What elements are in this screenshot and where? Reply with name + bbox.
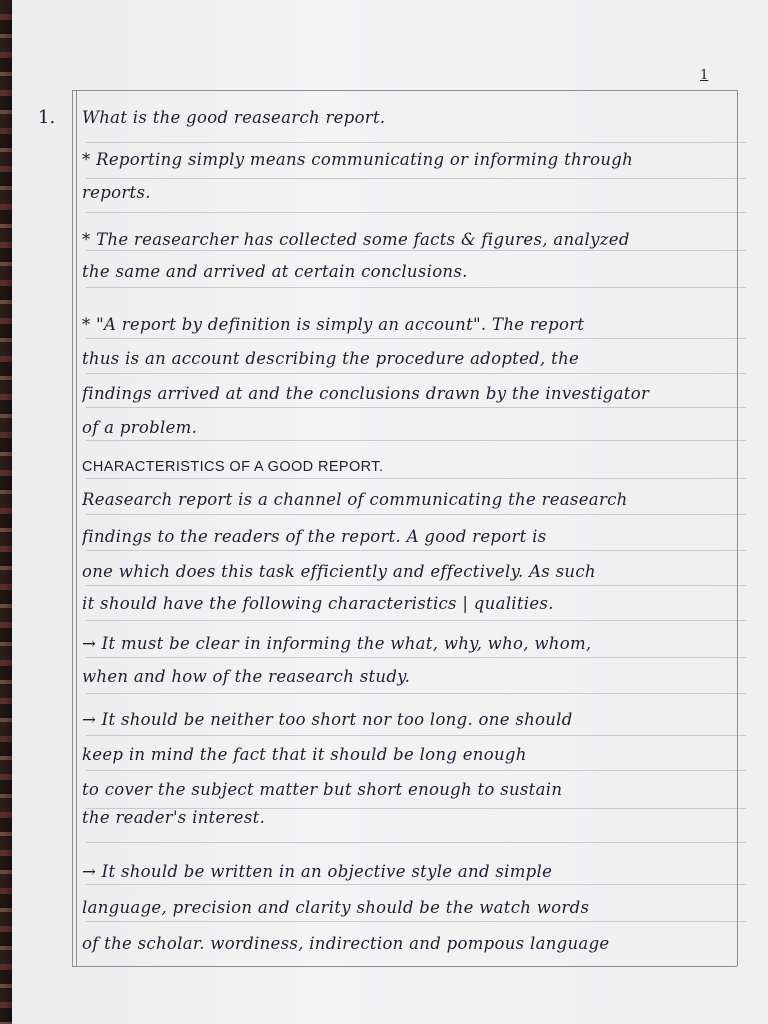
ruled-line xyxy=(86,178,746,179)
ruled-line xyxy=(86,921,746,922)
question-number: 1. xyxy=(38,107,56,128)
top-border-line xyxy=(72,90,737,91)
text-line: → It must be clear in informing the what, why, who, whom, xyxy=(82,634,592,653)
ruled-line xyxy=(86,407,746,408)
left-margin-line-inner xyxy=(76,90,77,966)
text-line: findings arrived at and the conclusions drawn by the investigator xyxy=(82,384,650,403)
ruled-line xyxy=(86,514,746,515)
text-line: keep in mind the fact that it should be long enough xyxy=(82,745,527,764)
ruled-line xyxy=(86,657,746,658)
text-line: to cover the subject matter but short enough to sustain xyxy=(82,780,563,799)
right-margin-line xyxy=(737,90,738,966)
text-line: language, precision and clarity should be the watch words xyxy=(82,898,590,917)
ruled-line xyxy=(86,338,746,339)
ruled-line xyxy=(86,373,746,374)
ruled-line xyxy=(86,620,746,621)
text-line: it should have the following characteristics | qualities. xyxy=(82,594,554,613)
text-line: of the scholar. wordiness, indirection and pompous language xyxy=(82,934,610,953)
ruled-line xyxy=(86,585,746,586)
text-line: of a problem. xyxy=(82,418,198,437)
ruled-line xyxy=(86,693,746,694)
ruled-line xyxy=(86,770,746,771)
text-line: → It should be written in an objective style and simple xyxy=(82,862,553,881)
text-line: reports. xyxy=(82,183,151,202)
ruled-line xyxy=(86,440,746,441)
text-line: when and how of the reasearch study. xyxy=(82,667,411,686)
ruled-line xyxy=(86,212,746,213)
ruled-line xyxy=(86,250,746,251)
left-margin-line xyxy=(72,90,73,966)
text-line: the same and arrived at certain conclusions. xyxy=(82,262,468,281)
ruled-line xyxy=(86,550,746,551)
page-number: 1 xyxy=(700,68,709,83)
ruled-line xyxy=(86,287,746,288)
text-line: → It should be neither too short nor too long. one should xyxy=(82,710,573,729)
section-heading: CHARACTERISTICS OF A GOOD REPORT. xyxy=(82,459,384,475)
ruled-line xyxy=(86,735,746,736)
ruled-line xyxy=(86,842,746,843)
text-line: * Reporting simply means communicating or informing through xyxy=(82,150,634,169)
text-line: the reader's interest. xyxy=(82,808,266,827)
text-line: thus is an account describing the procedure adopted, the xyxy=(82,349,580,368)
text-line: * "A report by definition is simply an account". The report xyxy=(82,315,585,334)
ruled-line xyxy=(86,884,746,885)
ruled-line xyxy=(86,478,746,479)
text-line: Reasearch report is a channel of communicating the reasearch xyxy=(82,490,628,509)
text-line: one which does this task efficiently and effectively. As such xyxy=(82,562,596,581)
text-line: * The reasearcher has collected some facts & figures, analyzed xyxy=(82,230,630,249)
text-line: findings to the readers of the report. A good report is xyxy=(82,527,547,546)
ruled-line xyxy=(86,142,746,143)
bottom-border-line xyxy=(72,966,737,967)
text-line: What is the good reasearch report. xyxy=(82,108,386,127)
